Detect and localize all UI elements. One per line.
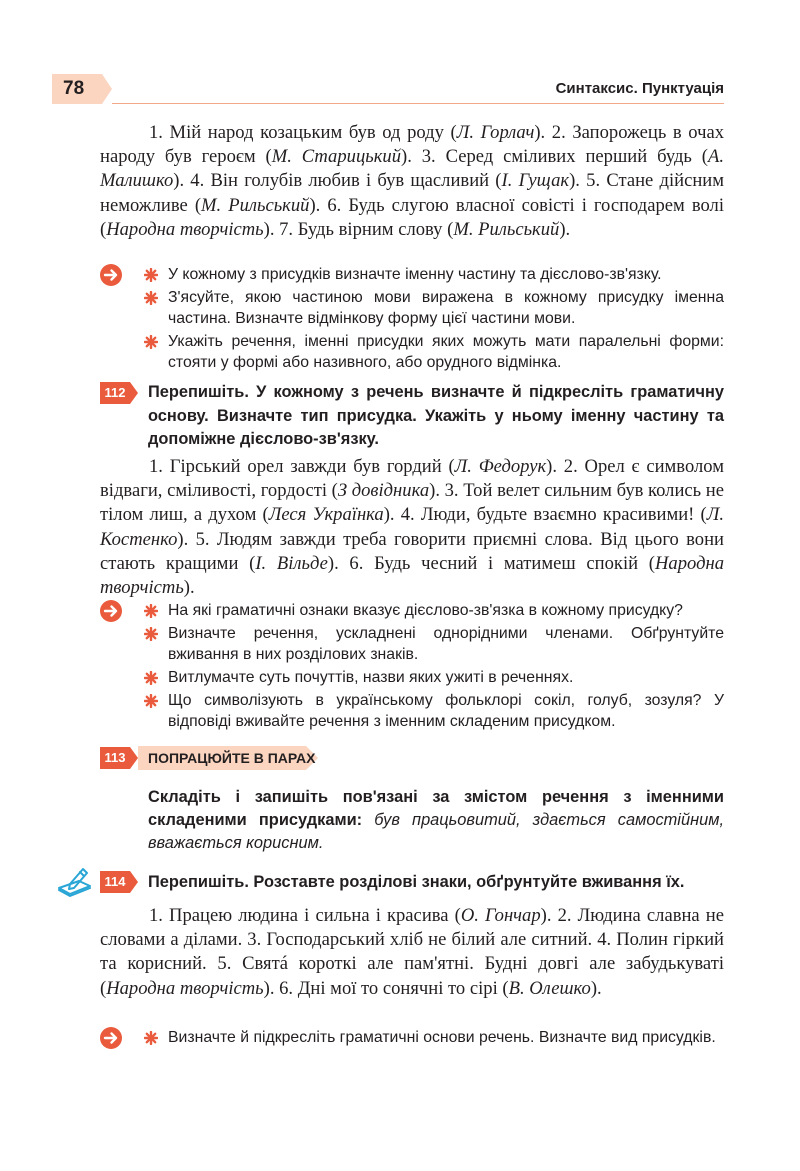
sentence: 1. Мій народ козацьким був од роду (	[149, 122, 457, 143]
exercise-114-instruction: Перепишіть. Розставте розділові знаки, обґрунтуйте вживання їх.	[148, 873, 685, 891]
task-item	[100, 600, 724, 621]
task-text: Що символізують в українському фольклорі сокіл, голуб, зозуля? У відповіді вживайте речення з іменним складеним присудком.	[168, 692, 724, 730]
asterisk-bullet-icon	[144, 291, 158, 305]
asterisk-bullet-icon	[144, 604, 158, 618]
exercise-112-badge	[100, 382, 130, 404]
exercise-number: 113	[104, 750, 126, 765]
sentence: ). 5. Людям завжди треба говорити приємні слова. Від цього вони стають кращими (	[100, 528, 724, 574]
running-head: Синтаксис. Пунктуація	[555, 80, 724, 97]
task-text: У кожному з присудків визначте іменну частину та дієслово-зв'язку.	[168, 266, 662, 283]
source: Народна творчість	[100, 552, 725, 599]
sentence-end: ).	[590, 977, 602, 999]
pair-work-label: ПОПРАЦЮЙТЕ В ПАРАХ	[148, 750, 316, 766]
exercise-113-badge	[100, 747, 130, 769]
source: О. Гончар	[460, 905, 541, 926]
sentence: ). 7. Будь вірним слову (	[263, 218, 454, 240]
source: Леся Українка	[268, 504, 384, 526]
task-item	[100, 623, 724, 665]
sentence: ). 3. Серед сміливих перший будь (	[401, 146, 708, 168]
exercise-111-text	[100, 121, 724, 242]
source: М. Старицький	[271, 146, 401, 168]
tasks-112	[100, 600, 724, 732]
sentence-end: ).	[183, 577, 195, 599]
task-text: Визначте й підкресліть граматичні основи речень. Визначте вид присудків.	[168, 1029, 716, 1046]
tasks-114	[100, 1027, 724, 1048]
source: В. Олешко	[508, 977, 591, 999]
asterisk-bullet-icon	[144, 268, 158, 282]
exercise-112-instruction: Перепишіть. У кожному з речень визначте й підкресліть граматичну основу. Визначте тип присудка. Укажіть у ньому іменну частину та допоміжне дієслово-зв'язку.	[148, 383, 724, 448]
source: Народна творчість	[106, 218, 264, 240]
source: З довідника	[337, 480, 430, 502]
page-number-tab-tail	[102, 74, 112, 104]
sentence: ). 6. Будь чесний і матимеш спокій (	[327, 552, 655, 574]
task-item	[100, 331, 724, 373]
sentence: ). 4. Він голубів любив і був щасливий (	[173, 170, 502, 192]
source: А. Малишко	[100, 146, 724, 192]
task-text: Укажіть речення, іменні присудки яких можуть мати паралельні форми: стояти у формі або називного, або орудного відмінка.	[168, 333, 724, 371]
sentence: 1. Працею людина і сильна і красива (	[149, 905, 461, 926]
source: М. Рильський	[201, 194, 310, 216]
page-number: 78	[63, 78, 85, 99]
badge-tail	[130, 871, 138, 893]
source: Л. Федорук	[454, 456, 547, 477]
sentence: ). 3. Той велет сильним був колись не тілом лиш, а духом (	[100, 480, 725, 526]
task-text: Витлумачте суть почуттів, назви яких ужиті в реченнях.	[168, 669, 574, 686]
badge-tail	[130, 747, 138, 769]
tasks-111	[100, 264, 724, 373]
task-text: З'ясуйте, якою частиною мови виражена в кожному присудку іменна частина. Визначте відмінкову форму цієї частини мови.	[168, 289, 724, 327]
asterisk-bullet-icon	[144, 671, 158, 685]
source: М. Рильський	[453, 218, 560, 240]
exercise-113-task	[148, 786, 724, 855]
asterisk-bullet-icon	[144, 1031, 158, 1045]
sentence: ). 2. Людина славна не словами а ділами. 3. Господарський хліб не білий але ситний. 4. Полин гіркий та корисний. 5. Святá короткі але пам'ятні. Будні довгі але забудькуваті (	[100, 905, 724, 999]
source: І. Вільде	[255, 552, 328, 574]
task-item	[100, 1027, 724, 1048]
asterisk-bullet-icon	[144, 694, 158, 708]
sentence: ). 2. Запорожець в очах народу був героєм (	[100, 122, 725, 168]
task-item	[100, 667, 724, 688]
sentence: ). 4. Люди, будьте взаємно красивими! (	[383, 504, 707, 526]
exercise-number: 112	[104, 385, 126, 400]
pen-notebook-icon	[56, 864, 94, 900]
task-text: На які граматичні ознаки вказує дієслово-зв'язка в кожному присудку?	[168, 602, 683, 619]
asterisk-bullet-icon	[144, 335, 158, 349]
sentence: ). 2. Орел є символом відваги, сміливості, гордості (	[100, 456, 724, 502]
sentence: ). 5. Стане дійсним неможливе (	[100, 170, 725, 216]
task-text: Визначте речення, ускладнені однорідними членами. Обґрунтуйте вживання в них розділових знаків.	[168, 625, 724, 663]
page-header	[0, 0, 800, 110]
sentence: ). 6. Дні мої то сонячні то сірі (	[263, 977, 509, 999]
exercise-112-text	[100, 455, 724, 600]
badge-tail	[130, 382, 138, 404]
asterisk-bullet-icon	[144, 627, 158, 641]
sentence-end: ).	[559, 218, 571, 240]
source: І. Гущак	[501, 170, 570, 192]
sentence: ). 6. Будь слугою власної совісті і господарем волі (	[100, 194, 724, 240]
task-italic-text: був працьовитий, здається самостійним, вважається корисним.	[148, 811, 724, 852]
exercise-114-badge	[100, 871, 130, 893]
task-item	[100, 287, 724, 329]
source: Народна творчість	[106, 977, 264, 999]
task-item	[100, 264, 724, 285]
exercise-114-text	[100, 904, 724, 1001]
task-bold-text: Складіть і запишіть пов'язані за змістом речення з іменними складеними присудками:	[148, 788, 724, 829]
source: Л. Костенко	[100, 504, 724, 550]
header-rule	[112, 103, 724, 104]
task-item	[100, 690, 724, 732]
exercise-number: 114	[104, 874, 126, 889]
source: Л. Горлач	[456, 122, 535, 143]
sentence: 1. Гірський орел завжди був гордий (	[149, 456, 455, 477]
